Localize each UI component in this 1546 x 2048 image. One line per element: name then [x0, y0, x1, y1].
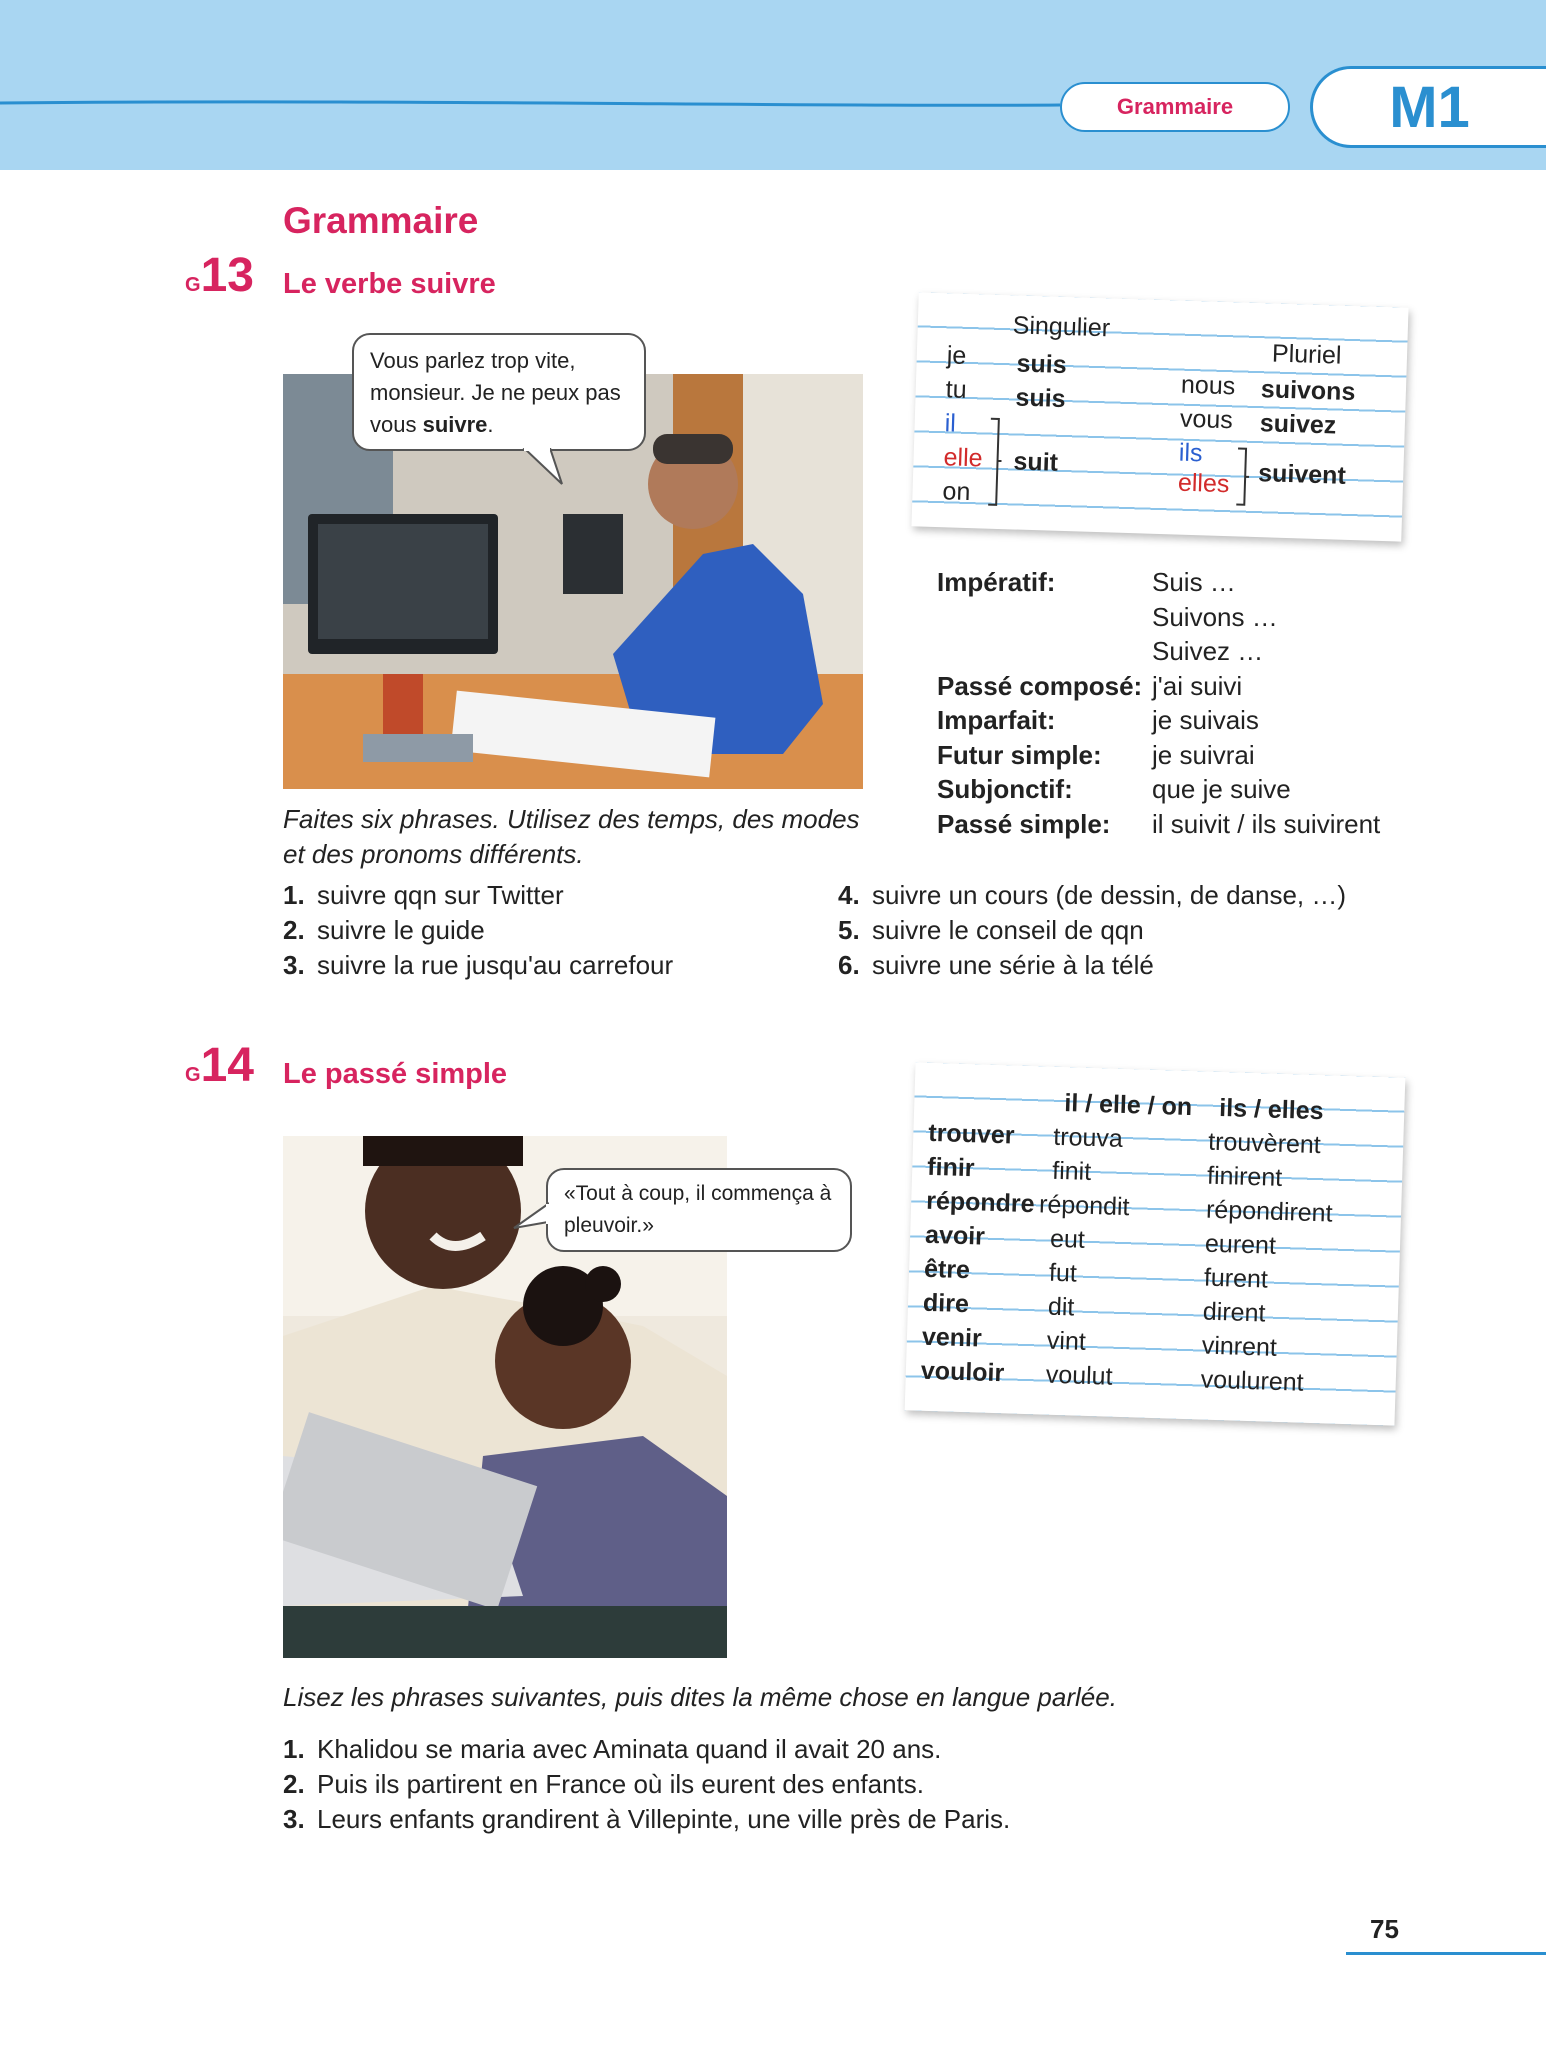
list-item: 6. suivre une série à la télé [838, 950, 1154, 980]
section-13-list-left [283, 878, 673, 983]
section-13-prefix: G [185, 274, 201, 296]
pronoun-ils: ils [1178, 438, 1203, 468]
form-ils-suivent: suivent [1257, 459, 1347, 490]
section-14-heading [185, 1038, 254, 1093]
form-label-subjonctif: Subjonctif: [937, 774, 1073, 804]
pronoun-on: on [942, 477, 971, 507]
section-13-heading [185, 248, 254, 303]
list-item: 2. suivre le guide [283, 915, 485, 945]
passe-simple-card [905, 1062, 1406, 1425]
footer-line [1346, 1952, 1546, 1955]
pronoun-je: je [946, 341, 967, 370]
form-vous-suivez: suivez [1259, 409, 1337, 440]
bracket-ils-elles [1234, 446, 1250, 506]
card-singulier-heading: Singulier [1012, 311, 1111, 343]
form-value-futur-simple: je suivrai [1152, 739, 1255, 770]
pronoun-nous: nous [1180, 370, 1236, 401]
card-pluriel-heading: Pluriel [1271, 339, 1342, 370]
section-13-instruction [283, 802, 903, 872]
header-band [0, 0, 1546, 170]
verb-infinitive: vouloir [920, 1356, 1005, 1388]
card-heading-singular: il / elle / on [1063, 1089, 1193, 1122]
section-13-instruction-line-1: Faites six phrases. Utilisez des temps, des modes [283, 804, 860, 834]
speech-bubble-13 [352, 333, 646, 451]
form-value-passe-simple: il suivit / ils suivirent [1152, 808, 1381, 839]
verb-singular: voulut [1045, 1360, 1113, 1391]
verb-singular: finit [1051, 1156, 1092, 1186]
bracket-il-elle-on [986, 417, 1003, 507]
form-label-passe-simple: Passé simple: [937, 808, 1111, 839]
pronoun-tu: tu [945, 375, 968, 404]
verb-singular: répondit [1038, 1190, 1130, 1222]
list-item: 1. Khalidou se maria avec Aminata quand il avait 20 ans. [283, 1734, 942, 1764]
form-value-imperatif-3: Suivez … [1152, 636, 1264, 666]
form-value-subjonctif: que je suive [1152, 774, 1291, 804]
page-title: Grammaire [283, 200, 479, 241]
list-item: 3. suivre la rue jusqu'au carrefour [283, 950, 674, 980]
section-14-title: Le passé simple [283, 1058, 508, 1090]
form-il-suit: suit [1013, 447, 1059, 477]
form-label-futur-simple: Futur simple: [937, 739, 1102, 770]
card-heading-plural: ils / elles [1218, 1093, 1324, 1126]
verb-infinitive: être [923, 1254, 971, 1285]
verb-plural: répondirent [1205, 1195, 1333, 1228]
form-tu-suis: suis [1015, 383, 1066, 414]
verb-infinitive: avoir [924, 1220, 986, 1251]
verb-plural: furent [1203, 1263, 1269, 1294]
verb-plural: dirent [1202, 1297, 1266, 1328]
module-badge: M1 [1310, 66, 1546, 148]
speech-bubble-13-bold: suivre [422, 412, 488, 437]
list-item: 4. suivre un cours (de dessin, de danse, …) [838, 880, 1347, 910]
verb-plural: trouvèrent [1207, 1127, 1322, 1160]
list-item: 2. Puis ils partirent en France où ils eurent des enfants. [283, 1769, 924, 1799]
verb-infinitive: trouver [927, 1118, 1015, 1150]
form-value-imperatif-1: Suis … [1152, 567, 1236, 597]
verb-plural: vinrent [1201, 1331, 1278, 1362]
form-label-imparfait: Imparfait: [937, 705, 1056, 735]
verb-infinitive: répondre [925, 1186, 1035, 1219]
verb-infinitive: finir [926, 1152, 975, 1183]
speech-bubble-13-text: Vous parlez trop vite, monsieur. Je ne peux pas vous [370, 348, 621, 437]
form-value-passe-compose: j'ai suivi [1152, 670, 1243, 701]
section-14-prefix: G [185, 1064, 201, 1086]
section-13-list-right [838, 878, 1346, 983]
verb-infinitive: venir [921, 1322, 983, 1353]
pronoun-elles: elles [1177, 468, 1230, 499]
section-14-instruction: Lisez les phrases suivantes, puis dites la même chose en langue parlée. [283, 1682, 1117, 1712]
form-label-passe-compose: Passé composé: [937, 670, 1143, 701]
speech-bubble-13-end: . [487, 412, 494, 437]
verb-plural: finirent [1206, 1161, 1283, 1192]
list-item: 5. suivre le conseil de qqn [838, 915, 1144, 945]
page-number: 75 [1370, 1914, 1399, 1944]
header-tag: Grammaire [1060, 82, 1290, 132]
tense-forms-list [937, 565, 1437, 845]
verb-infinitive: dire [922, 1288, 970, 1319]
speech-bubble-13-tail [520, 448, 580, 488]
conjugation-card-suivre [911, 292, 1408, 541]
pronoun-il: il [944, 409, 957, 438]
form-value-imperatif-2: Suivons … [1152, 601, 1278, 632]
verb-singular: trouva [1052, 1122, 1124, 1153]
section-13-number: 13 [200, 249, 254, 302]
verb-singular: fut [1048, 1258, 1078, 1288]
list-item: 3. Leurs enfants grandirent à Villepinte, une ville près de Paris. [283, 1804, 1011, 1834]
pronoun-elle: elle [943, 443, 983, 473]
section-14-number: 14 [200, 1039, 254, 1092]
verb-plural: voulurent [1200, 1365, 1305, 1397]
list-item: 1. suivre qqn sur Twitter [283, 880, 564, 910]
verb-singular: vint [1046, 1326, 1087, 1356]
pronoun-vous: vous [1179, 404, 1234, 435]
speech-bubble-14: «Tout à coup, il commença à pleuvoir.» [546, 1168, 852, 1252]
verb-plural: eurent [1204, 1229, 1277, 1260]
verb-singular: dit [1047, 1292, 1075, 1322]
form-value-imparfait: je suivais [1152, 705, 1259, 735]
speech-bubble-14-tail [512, 1200, 552, 1240]
form-je-suis: suis [1016, 349, 1068, 380]
form-nous-suivons: suivons [1260, 375, 1356, 407]
form-label-imperatif: Impératif: [937, 567, 1056, 597]
section-13-title: Le verbe suivre [283, 268, 496, 300]
section-14-list [283, 1732, 1010, 1837]
verb-singular: eut [1049, 1224, 1086, 1254]
section-13-instruction-line-2: et des pronoms différents. [283, 839, 584, 869]
